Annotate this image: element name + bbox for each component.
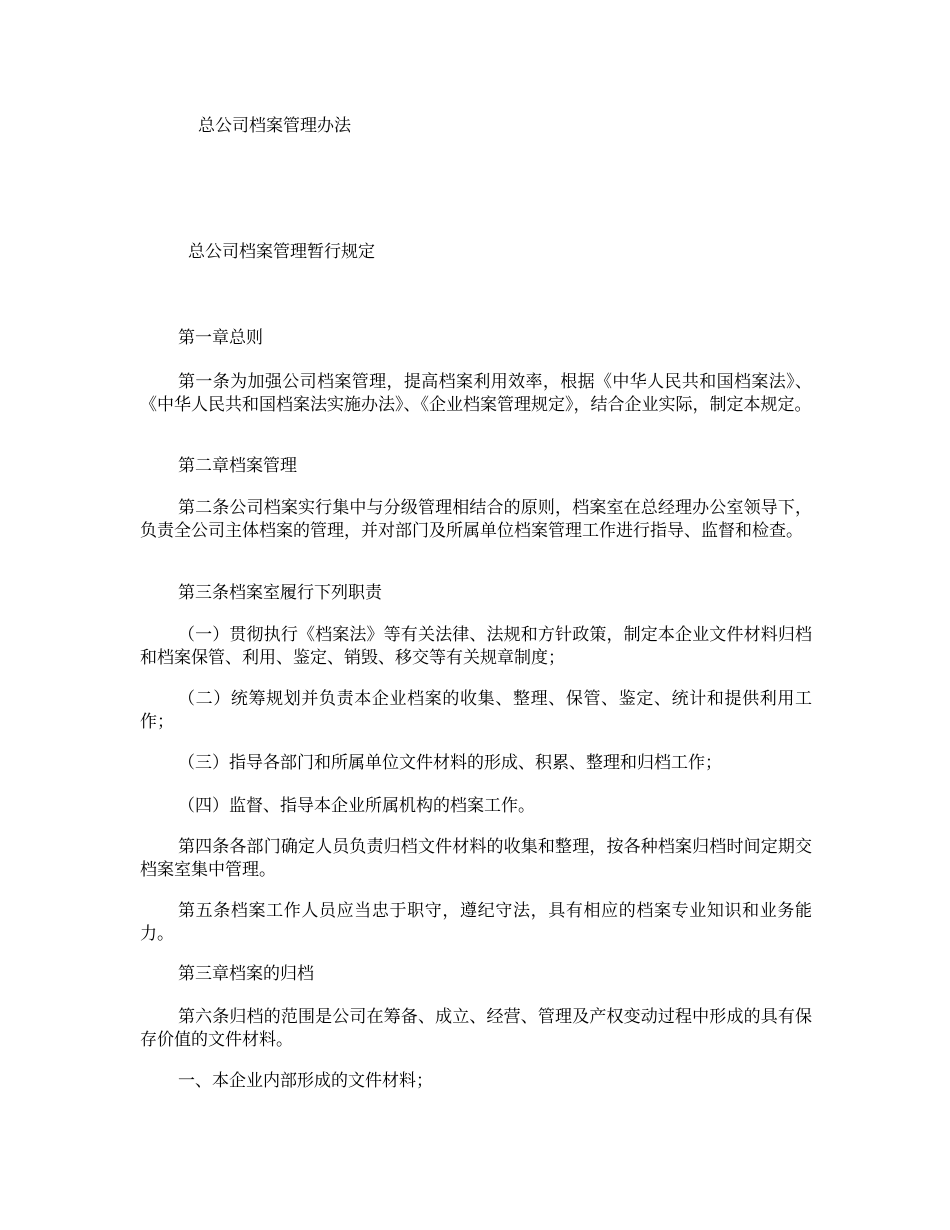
article-3-heading: 第三条档案室履行下列职责 — [178, 583, 382, 603]
sub-title: 总公司档案管理暂行规定 — [188, 242, 375, 262]
main-title: 总公司档案管理办法 — [198, 116, 351, 136]
chapter-2-heading: 第二章档案管理 — [178, 456, 297, 476]
duty-2: （二）统筹规划并负责本企业档案的收集、整理、保管、鉴定、统计和提供利用工作； — [140, 689, 812, 732]
item-1: 一、本企业内部形成的文件材料； — [178, 1071, 433, 1091]
article-5: 第五条档案工作人员应当忠于职守，遵纪守法，具有相应的档案专业知识和业务能力。 — [140, 901, 812, 944]
chapter-1-heading: 第一章总则 — [178, 328, 263, 348]
chapter-3-heading: 第三章档案的归档 — [178, 964, 314, 984]
duty-4: （四）监督、指导本企业所属机构的档案工作。 — [178, 796, 535, 816]
article-6: 第六条归档的范围是公司在筹备、成立、经营、管理及产权变动过程中形成的具有保存价值的文件材料。 — [140, 1007, 812, 1050]
article-4: 第四条各部门确定人员负责归档文件材料的收集和整理，按各种档案归档时间定期交档案室集中管理。 — [140, 837, 812, 880]
duty-3: （三）指导各部门和所属单位文件材料的形成、积累、整理和归档工作； — [178, 753, 722, 773]
duty-1: （一）贯彻执行《档案法》等有关法律、法规和方针政策，制定本企业文件材料归档和档案保管、利用、鉴定、销毁、移交等有关规章制度； — [140, 625, 812, 668]
article-1: 第一条为加强公司档案管理，提高档案利用效率，根据《中华人民共和国档案法》、《中华人民共和国档案法实施办法》、《企业档案管理规定》，结合企业实际，制定本规定。 — [140, 372, 812, 415]
article-2: 第二条公司档案实行集中与分级管理相结合的原则，档案室在总经理办公室领导下，负责全公司主体档案的管理，并对部门及所属单位档案管理工作进行指导、监督和检查。 — [140, 498, 812, 541]
